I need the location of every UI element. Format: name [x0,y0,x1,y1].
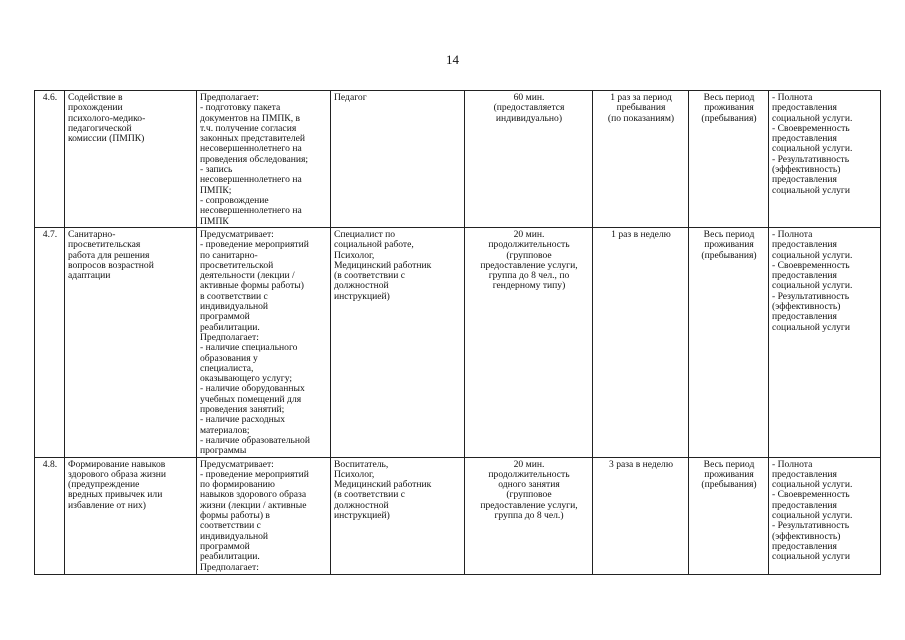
criteria-cell [769,91,881,228]
cell-text-line: несовершеннолетнего на [200,174,302,186]
cell-text-line: группа до 8 чел., по [488,270,570,282]
cell-text-line: - наличие специального [200,342,298,354]
cell-text-line: психолого-медико- [68,112,146,124]
cell-text-line: (пребывания) [701,249,757,261]
criteria-cell [769,228,881,458]
cell-text-line: социальной услуги. [772,112,853,124]
cell-text-line: материалов; [200,424,250,436]
cell-text-line: (пребывания) [701,479,757,491]
cell-text-line: (в соответствии с [334,489,405,501]
cell-text-line: Педагог [334,92,367,103]
criteria-cell [769,457,881,574]
cell-text-line: пребывания [616,102,666,114]
cell-text-line: просветительская [68,239,141,251]
cell-text-line: просветительской [200,259,274,271]
cell-text-line: учебных помещений для [200,393,302,405]
cell-text-line: социальной услуги [772,184,851,196]
service-description-cell [197,457,331,574]
row-number-cell: 4.8. [35,457,65,574]
cell-text-line: проживания [704,239,754,251]
cell-text-line: Специалист по [334,229,396,240]
service-name-cell [65,457,197,574]
frequency-cell [593,228,689,458]
cell-text-line: (по показаниям) [607,112,675,124]
term-cell [689,228,769,458]
cell-text-line: (эффективность) [772,301,841,313]
cell-text-line: предоставление услуги, [480,499,578,511]
cell-text-line: проживания [704,468,754,480]
table-row [35,91,881,228]
cell-text-line: 1 раз за период [610,92,672,103]
cell-text-line: - Своевременность [772,489,850,501]
cell-text-line: (пребывания) [701,112,757,124]
cell-text-line: (предоставляется [493,102,565,114]
cell-text-line: по формированию [200,479,275,491]
cell-text-line: индивидуальной [200,530,269,542]
frequency-cell [593,457,689,574]
cell-text-line: - наличие оборудованных [200,383,305,395]
row-number-cell: 4.7. [35,228,65,458]
cell-text-line: социальной услуги. [772,249,853,261]
cell-text-line: - Полнота [772,229,813,240]
cell-text-line: (эффективность) [772,164,841,176]
cell-text-line: Воспитатель, [334,458,389,470]
staff-cell [331,91,465,228]
cell-text-line: вопросов возрастной [68,259,154,271]
services-table [34,90,881,575]
cell-text-line: - Своевременность [772,122,850,134]
cell-text-line: предоставления [772,102,837,114]
cell-text-line: 3 раза в неделю [609,458,673,470]
cell-text-line: инструкцией) [334,510,390,522]
cell-text-line: - Результативность [772,290,850,302]
service-name-cell [65,228,197,458]
cell-text-line: оказывающего услугу; [200,373,293,385]
cell-text-line: гендерному типу) [492,280,566,292]
cell-text-line: документов на ПМПК, в [200,112,301,124]
cell-text-line: (предупреждение [68,479,140,491]
cell-text-line: Предполагает: [200,92,259,103]
cell-text-line: Психолог, [334,468,375,480]
cell-text-line: социальной услуги. [772,143,853,155]
cell-text-line: предоставления [772,311,837,323]
cell-text-line: социальной услуги [772,321,851,333]
cell-text-line: - наличие расходных [200,414,286,426]
cell-text-line: социальной услуги. [772,479,853,491]
cell-text-line: 60 мин. [513,92,545,103]
cell-text-line: - Полнота [772,458,813,470]
duration-cell [465,228,593,458]
cell-text-line: - подготовку пакета [200,102,281,114]
cell-text-line: Предполагает: [200,561,259,573]
cell-text-line: социальной услуги. [772,280,853,292]
cell-text-line: проживания [704,102,754,114]
frequency-cell [593,91,689,228]
row-number-cell: 4.6. [35,91,65,228]
cell-text-line: должностной [334,499,389,511]
cell-text-line: социальной услуги. [772,510,853,522]
cell-text-line: предоставления [772,239,837,251]
cell-text-line: избавление от них) [68,499,146,511]
service-description-cell [197,228,331,458]
cell-text-line: работа для решения [68,249,150,261]
cell-text-line: Предусматривает: [200,458,274,470]
cell-text-line: - наличие образовательной [200,434,310,446]
cell-text-line: Предусматривает: [200,229,274,240]
term-cell [689,91,769,228]
cell-text-line: соответствии с [200,520,261,532]
cell-text-line: здорового образа жизни [68,468,167,480]
cell-text-line: предоставления [772,540,837,552]
cell-text-line: индивидуальной [200,301,269,313]
cell-text-line: образования у [200,352,258,364]
cell-text-line: специалиста, [200,362,254,374]
cell-text-line: должностной [334,280,389,292]
cell-text-line: Медицинский работник [334,259,432,271]
cell-text-line: Предполагает: [200,331,259,343]
cell-text-line: - Своевременность [772,259,850,271]
cell-text-line: предоставления [772,174,837,186]
cell-text-line: проведения занятий; [200,404,285,416]
cell-text-line: законных представителей [200,133,305,145]
cell-text-line: Медицинский работник [334,479,432,491]
cell-text-line: - проведение мероприятий [200,239,309,251]
cell-text-line: несовершеннолетнего на [200,143,302,155]
staff-cell [331,228,465,458]
cell-text-line: 1 раз в неделю [611,229,671,240]
cell-text-line: предоставления [772,270,837,282]
cell-text-line: - сопровождение [200,194,269,206]
cell-text-line: формы работы) в [200,510,270,522]
cell-text-line: т.ч. получение согласия [200,122,297,134]
cell-text-line: реабилитации. [200,321,260,333]
cell-text-line: адаптации [68,270,111,282]
cell-text-line: - запись [200,164,233,176]
cell-text-line: деятельности (лекции / [200,270,295,282]
cell-text-line: Весь период [703,458,755,470]
table-row [35,457,881,574]
table-row [35,228,881,458]
service-description-cell [197,91,331,228]
cell-text-line: предоставление услуги, [480,259,578,271]
cell-text-line: Весь период [703,229,755,240]
cell-text-line: навыков здорового образа [200,489,307,501]
duration-cell [465,91,593,228]
cell-text-line: проведения обследования; [200,153,309,165]
cell-text-line: программой [200,540,250,552]
cell-text-line: по санитарно- [200,249,258,261]
cell-text-line: программы [200,445,247,457]
cell-text-line: Санитарно- [68,229,116,240]
cell-text-line: - Полнота [772,92,813,103]
cell-text-line: группа до 8 чел.) [494,510,564,522]
term-cell [689,457,769,574]
cell-text-line: предоставления [772,499,837,511]
cell-text-line: инструкцией) [334,290,390,302]
cell-text-line: жизни (лекции / активные [200,499,307,511]
cell-text-line: одного занятия [498,479,560,491]
cell-text-line: Содействие в [68,92,123,103]
cell-text-line: продолжительность [488,239,570,251]
cell-text-line: социальной работе, [334,239,414,251]
cell-text-line: (групповое [506,249,552,261]
cell-text-line: (в соответствии с [334,270,405,282]
cell-text-line: Психолог, [334,249,375,261]
cell-text-line: программой [200,311,250,323]
cell-text-line: 20 мин. [513,229,545,240]
cell-text-line: 20 мин. [513,458,545,470]
cell-text-line: ПМПК [200,215,229,227]
cell-text-line: Формирование навыков [68,458,166,470]
cell-text-line: в соответствии с [200,290,268,302]
cell-text-line: несовершеннолетнего на [200,205,302,217]
cell-text-line: продолжительность [488,468,570,480]
cell-text-line: (эффективность) [772,530,841,542]
cell-text-line: активные формы работы) [200,280,304,292]
cell-text-line: индивидуально) [495,112,563,124]
cell-text-line: предоставления [772,133,837,145]
cell-text-line: педагогической [68,122,132,134]
cell-text-line: комиссии (ПМПК) [68,133,145,145]
cell-text-line: прохождении [68,102,123,114]
cell-text-line: предоставления [772,468,837,480]
page-number: 14 [446,52,459,67]
cell-text-line: вредных привычек или [68,489,163,501]
cell-text-line: реабилитации. [200,551,260,563]
service-name-cell [65,91,197,228]
cell-text-line: - Результативность [772,520,850,532]
cell-text-line: ПМПК; [200,184,232,196]
cell-text-line: (групповое [506,489,552,501]
cell-text-line: социальной услуги [772,551,851,563]
staff-cell [331,457,465,574]
duration-cell [465,457,593,574]
cell-text-line: - проведение мероприятий [200,468,309,480]
cell-text-line: Весь период [703,92,755,103]
cell-text-line: - Результативность [772,153,850,165]
